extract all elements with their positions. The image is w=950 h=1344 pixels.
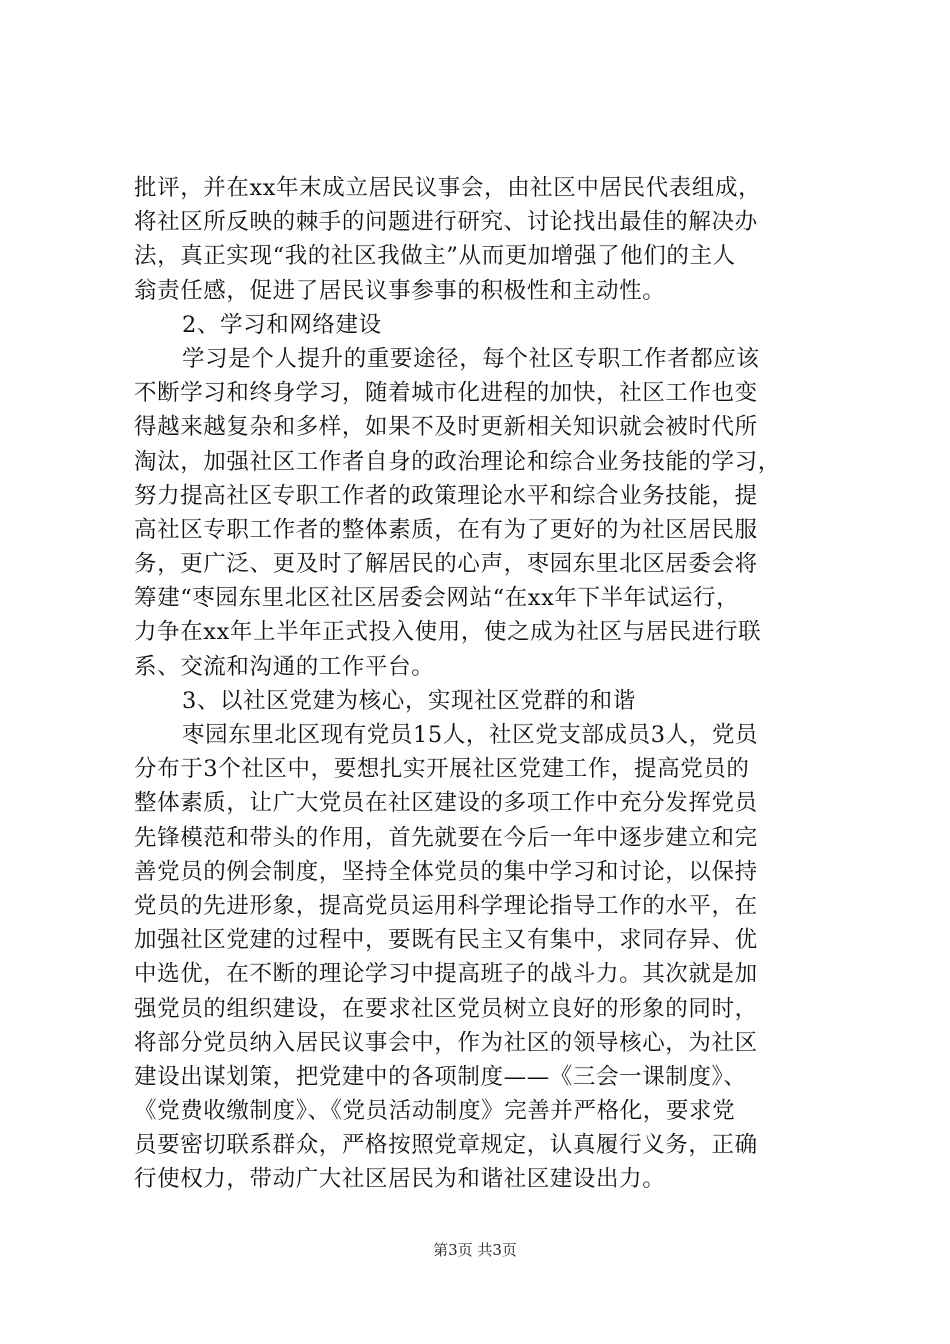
- text-line: 批评，并在xx年末成立居民议事会，由社区中居民代表组成，: [134, 175, 762, 201]
- text-line: 系、交流和沟通的工作平台。: [134, 653, 435, 680]
- text-line: 努力提高社区专职工作者的政策理论水平和综合业务技能，提: [134, 482, 758, 509]
- text-line: 行使权力，带动广大社区居民为和谐社区建设出力。: [134, 1166, 666, 1193]
- page-number-footer: 第3页 共3页: [433, 1241, 517, 1259]
- text-line: 中选优，在不断的理论学习中提高班子的战斗力。其次就是加: [134, 961, 758, 988]
- paragraph-first-line: 枣园东里北区现有党员15人，社区党支部成员3人，党员: [182, 722, 759, 748]
- text-line: 高社区专职工作者的整体素质，在有为了更好的为社区居民服: [134, 516, 758, 543]
- section-heading: 3、以社区党建为核心，实现社区党群的和谐: [182, 687, 636, 714]
- text-line: 党员的先进形象，提高党员运用科学理论指导工作的水平，在: [134, 892, 758, 919]
- text-line: 建设出谋划策，把党建中的各项制度——《三会一课制度》、: [134, 1063, 747, 1090]
- text-line: 得越来越复杂和多样，如果不及时更新相关知识就会被时代所: [134, 414, 758, 441]
- text-line: 翁责任感，促进了居民议事参事的积极性和主动性。: [134, 277, 666, 304]
- text-line: 整体素质，让广大党员在社区建设的多项工作中充分发挥党员: [134, 790, 758, 817]
- text-line: 先锋模范和带头的作用，首先就要在今后一年中逐步建立和完: [134, 824, 758, 851]
- text-line: 善党员的例会制度，坚持全体党员的集中学习和讨论，以保持: [134, 858, 758, 885]
- text-line: 将部分党员纳入居民议事会中，作为社区的领导核心，为社区: [134, 1029, 758, 1056]
- text-line: 加强社区党建的过程中，要既有民主又有集中，求同存异、优: [134, 927, 758, 954]
- text-line: 淘汰，加强社区工作者自身的政治理论和综合业务技能的学习，: [134, 448, 781, 475]
- text-line: 务，更广泛、更及时了解居民的心声，枣园东里北区居委会将: [134, 551, 758, 578]
- section-heading: 2、学习和网络建设: [182, 311, 382, 338]
- text-line: 力争在xx年上半年正式投入使用，使之成为社区与居民进行联: [134, 619, 762, 646]
- text-line: 将社区所反映的棘手的问题进行研究、讨论找出最佳的解决办: [134, 209, 758, 236]
- text-line: 《党费收缴制度》、《党员活动制度》完善并严格化，要求党: [134, 1098, 736, 1125]
- text-line: 员要密切联系群众，严格按照党章规定，认真履行义务，正确: [134, 1132, 758, 1159]
- text-line: 法，真正实现“我的社区我做主”从而更加增强了他们的主人: [134, 243, 736, 270]
- text-line: 分布于3个社区中，要想扎实开展社区党建工作，提高党员的: [134, 756, 750, 783]
- document-body: [134, 171, 831, 1197]
- text-line: 强党员的组织建设，在要求社区党员树立良好的形象的同时，: [134, 995, 758, 1022]
- paragraph-first-line: 学习是个人提升的重要途径，每个社区专职工作者都应该: [182, 345, 760, 372]
- text-line: 筹建“枣园东里北区社区居委会网站“在xx年下半年试运行，: [134, 585, 740, 612]
- text-line: 不断学习和终身学习，随着城市化进程的加快，社区工作也变: [134, 380, 758, 407]
